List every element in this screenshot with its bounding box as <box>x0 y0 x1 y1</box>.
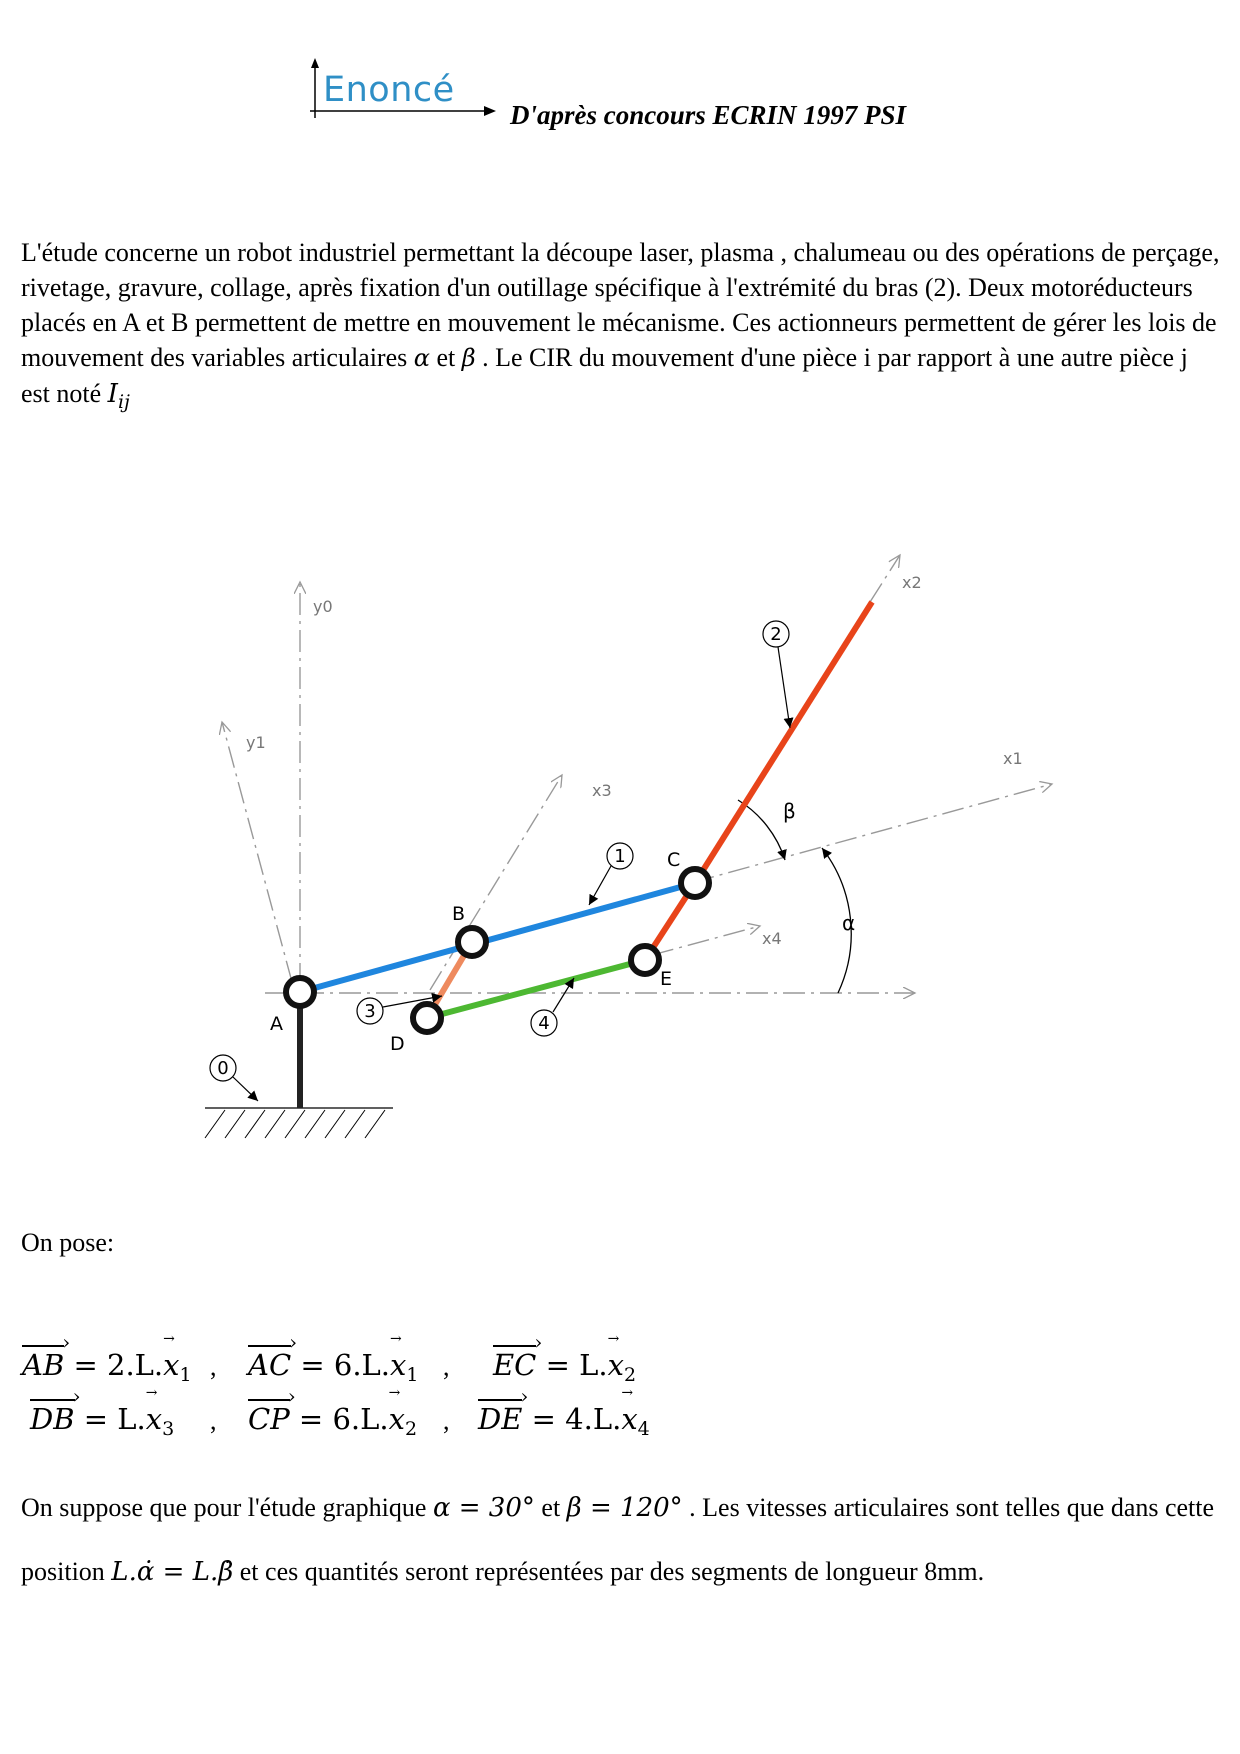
eq-ec-rhs: = L. <box>545 1348 608 1382</box>
separator: , <box>210 1352 217 1381</box>
label-d: D <box>390 1033 405 1055</box>
separator: , <box>210 1406 217 1435</box>
vec-ab: AB › <box>22 1348 64 1382</box>
angle-label-alpha: α <box>842 911 856 935</box>
axis-label-y0: y0 <box>313 597 333 616</box>
separator: , <box>443 1352 450 1381</box>
eq-de-sub: 4 <box>637 1418 650 1440</box>
equation-ac <box>248 1348 418 1386</box>
speed-equation: L.α̇ = L.β̇ <box>111 1557 234 1587</box>
equation-de <box>478 1402 650 1440</box>
bar-4 <box>427 960 645 1018</box>
label-e: E <box>660 968 673 990</box>
separator: , <box>443 1406 450 1435</box>
vec-x: x → <box>163 1348 179 1382</box>
bar-1 <box>300 883 695 992</box>
equation-ec <box>493 1348 636 1386</box>
angle-label-beta: β <box>783 799 796 823</box>
eq-ab-rhs: = 2.L. <box>73 1348 164 1382</box>
vec-x: x → <box>608 1348 624 1382</box>
enonce-logo <box>300 58 500 120</box>
axis-label-x3: x3 <box>592 781 612 800</box>
axis-label-y1: y1 <box>246 733 266 752</box>
pivot-c <box>681 869 709 897</box>
assumptions-paragraph <box>21 1476 1221 1604</box>
logo-text: Enoncé <box>323 70 455 110</box>
vec-x: x → <box>146 1402 162 1436</box>
eq-ac-sub: 1 <box>406 1364 419 1386</box>
eq-ab-sub: 1 <box>179 1364 192 1386</box>
vec-cp: CP › <box>248 1402 290 1436</box>
label-b: B <box>452 903 466 925</box>
eq-cp-sub: 2 <box>404 1418 418 1440</box>
part-0: 0 <box>217 1058 229 1079</box>
axis-label-x4: x4 <box>762 929 782 948</box>
intro-text-2: . Le CIR du mouvement d'une pièce i par rapport à une autre pièce j est noté <box>21 343 1188 408</box>
pivot-d <box>413 1004 441 1032</box>
axis-y1 <box>222 722 292 982</box>
cir-subscript: ij <box>117 391 130 413</box>
part-1: 1 <box>614 846 626 867</box>
eq-db-rhs: = L. <box>83 1402 146 1436</box>
source-line: D'après concours ECRIN 1997 PSI <box>510 100 907 130</box>
vec-ac: AC › <box>248 1348 291 1382</box>
pivot-a <box>286 978 314 1006</box>
eq-de-rhs: = 4.L. <box>531 1402 622 1436</box>
equation-ab <box>22 1348 192 1386</box>
intro-text: L'étude concerne un robot industriel permettant la découpe laser, plasma , chalumeau ou des opérations de perçage, rivetage, gravure, collage, après fixation d'un outillage spécifique à l'extrémité du bras (2). Deux motoréducteurs placés en A et B permettent de mettre en mouvement le mécanisme. Ces actionneurs permettent de gérer les lois de mouvement des variables articulaires <box>21 238 1220 372</box>
vec-db: DB › <box>30 1402 75 1436</box>
alpha-value: α = 30° <box>432 1493 535 1523</box>
vec-ec: EC › <box>493 1348 536 1382</box>
pivot-e <box>631 946 659 974</box>
pose-label: On pose: <box>21 1228 115 1257</box>
alpha-symbol: α <box>413 344 430 372</box>
eq-db-sub: 3 <box>162 1418 175 1440</box>
pivot-b <box>458 928 486 956</box>
vec-x: x → <box>621 1402 637 1436</box>
label-a: A <box>270 1013 283 1035</box>
intro-et: et <box>436 343 456 372</box>
part-4: 4 <box>538 1013 550 1034</box>
axis-x4 <box>652 926 760 955</box>
equation-cp <box>248 1402 417 1440</box>
beta-value: β = 120° <box>566 1493 683 1523</box>
part-2: 2 <box>770 624 782 645</box>
para2-et: et <box>541 1493 561 1522</box>
axis-x2 <box>870 555 900 602</box>
cir-symbol <box>107 379 130 413</box>
axis-label-x2: x2 <box>902 573 922 592</box>
eq-ec-sub: 2 <box>623 1364 637 1386</box>
robot-mechanism-diagram <box>0 540 1240 1150</box>
para2-text-2: . Les vitesses articulaires sont telles que dans cette position <box>21 1493 1215 1586</box>
eq-cp-rhs: = 6.L. <box>298 1402 389 1436</box>
para2-text-3: et ces quantités seront représentées par des segments de longueur 8mm. <box>239 1557 985 1586</box>
para2-text-1: On suppose que pour l'étude graphique <box>21 1493 427 1522</box>
vec-x: x → <box>389 1402 405 1436</box>
axis-x3 <box>430 775 562 990</box>
part-3: 3 <box>364 1001 376 1022</box>
eq-ac-rhs: = 6.L. <box>300 1348 391 1382</box>
label-c: C <box>667 849 681 871</box>
vec-de: DE › <box>478 1402 522 1436</box>
intro-paragraph <box>21 235 1221 420</box>
beta-symbol: β <box>461 344 476 372</box>
cir-letter: I <box>107 379 118 409</box>
axis-label-x1: x1 <box>1003 749 1023 768</box>
vec-x: x → <box>390 1348 406 1382</box>
equation-db <box>30 1402 174 1440</box>
